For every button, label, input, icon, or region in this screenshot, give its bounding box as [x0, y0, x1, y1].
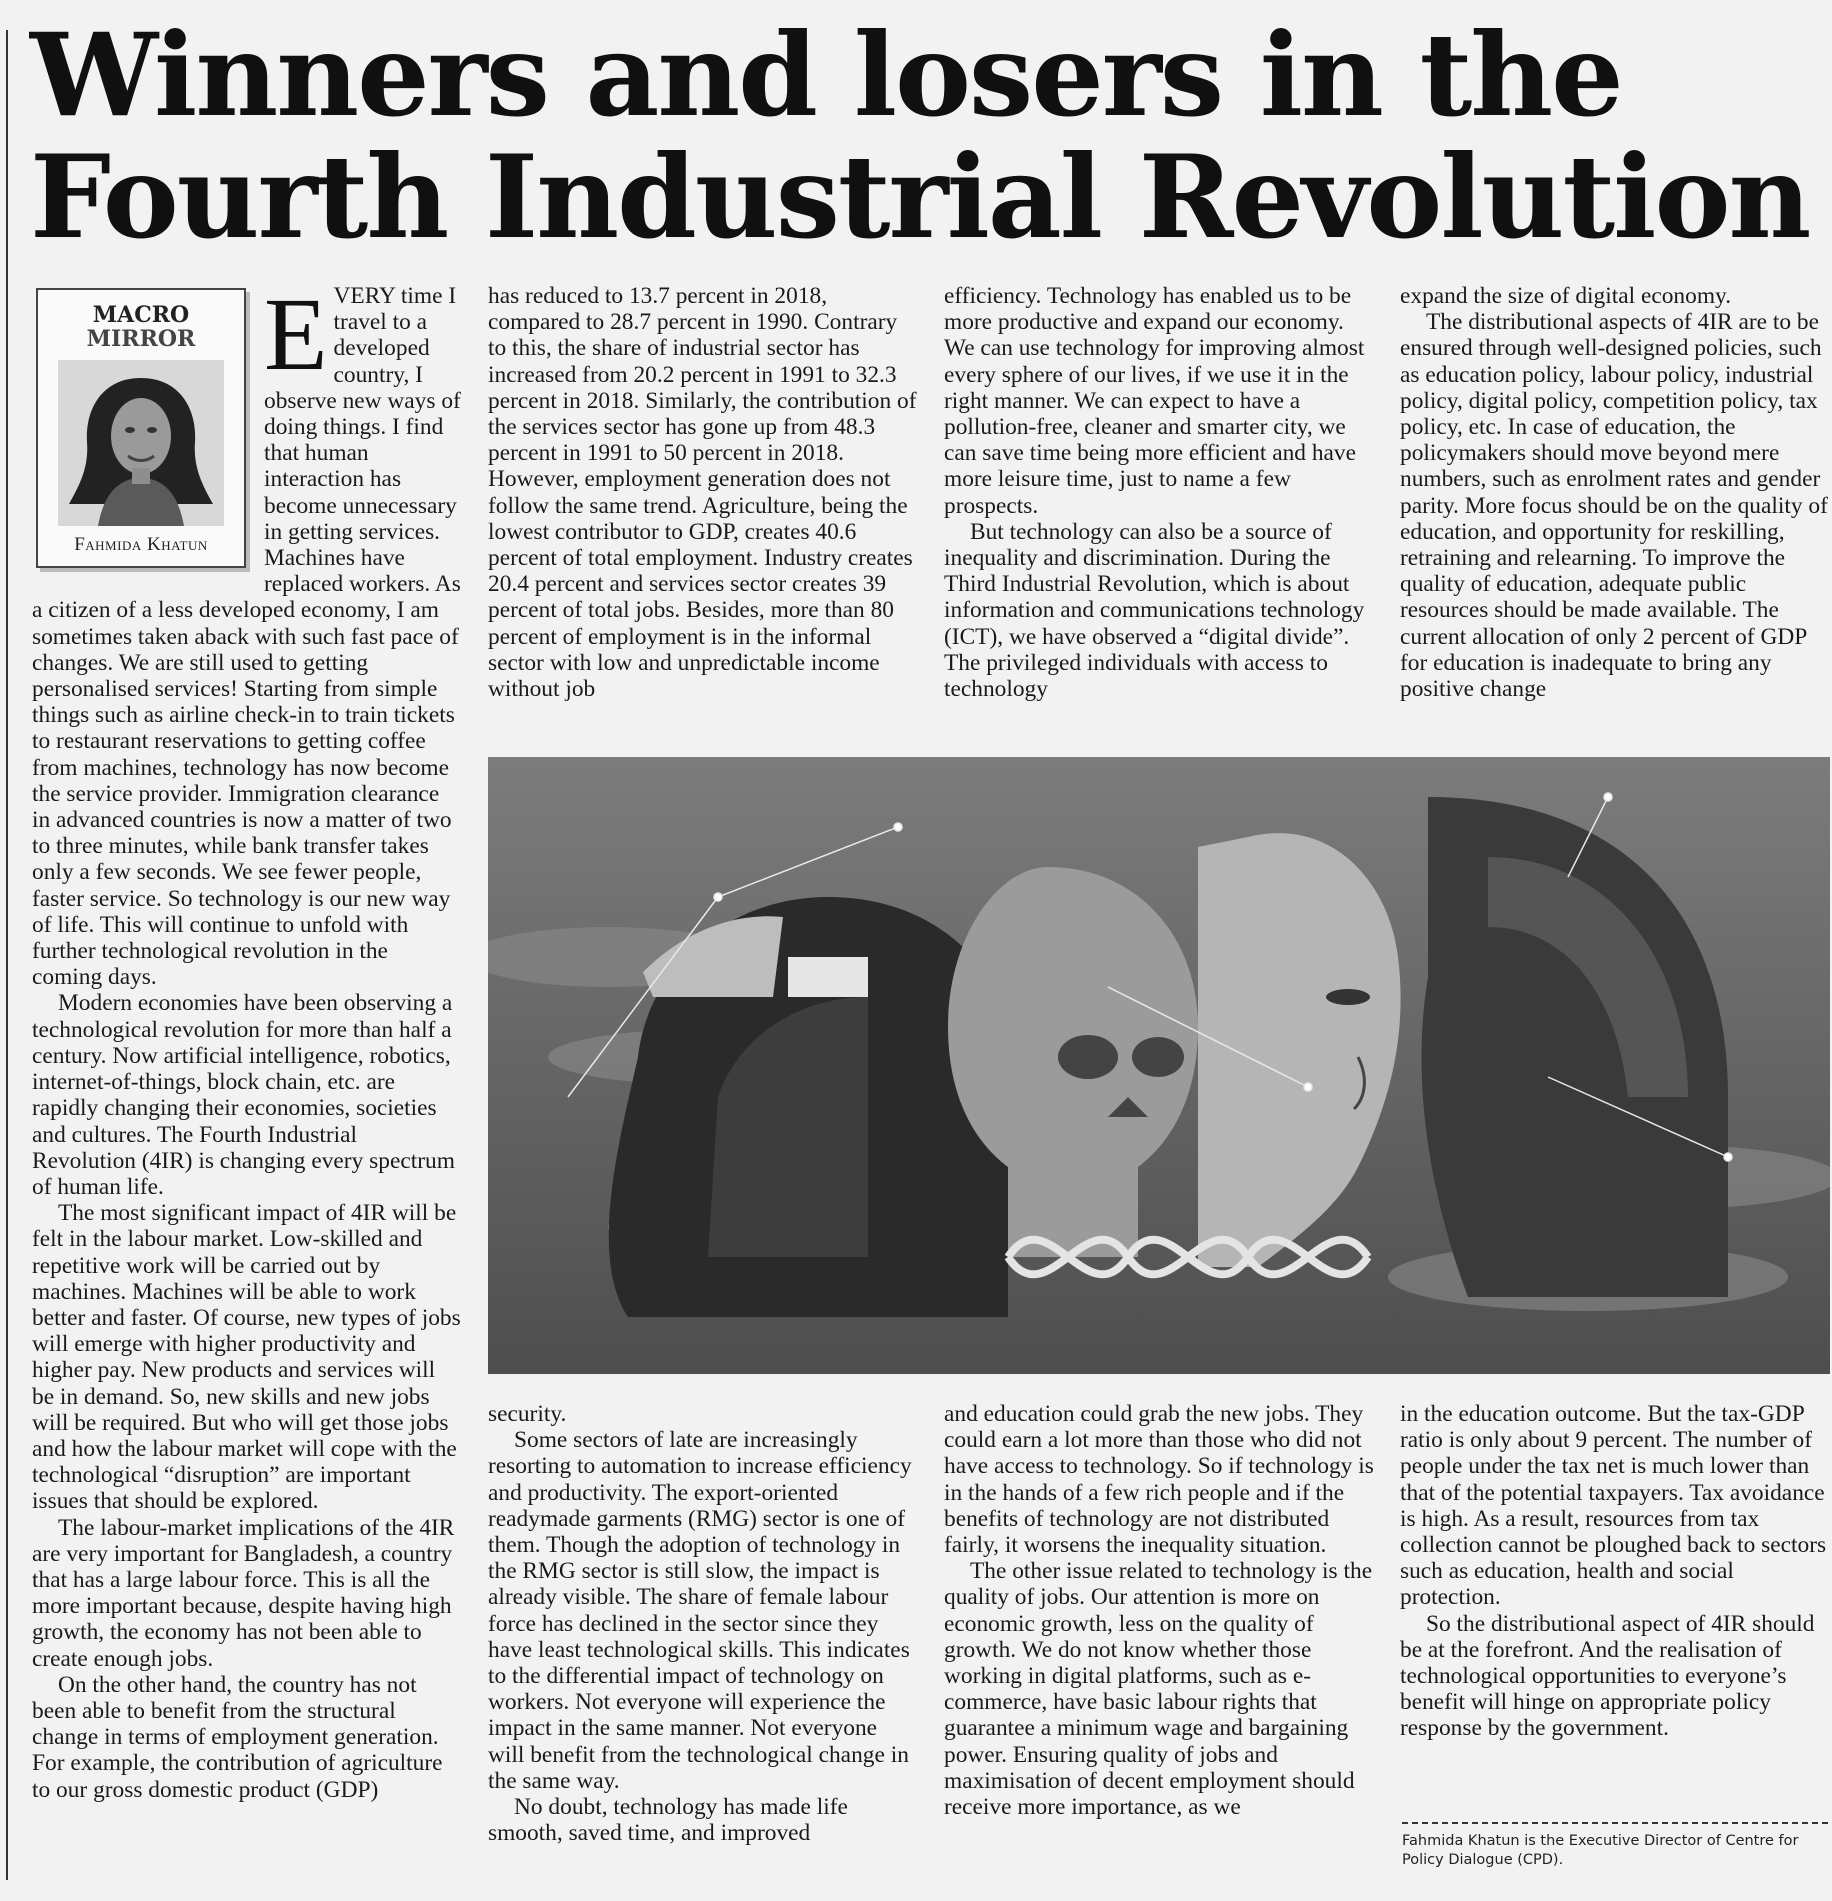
headline: Winners and losers in the Fourth Industrial Revolution [30, 8, 1810, 264]
left-column-rule [6, 30, 8, 1880]
author-footnote: Fahmida Khatun is the Executive Director of Centre for Policy Dialogue (CPD). [1402, 1833, 1799, 1868]
paragraph-2-1: has reduced to 13.7 percent in 2018, compared to 28.7 percent in 1990. Contrary to this, the share of industrial sector has increased from 20.2 percent in 1991 to 32.3 percent in 2018. Similarly, the contribution of the services sector has gone up from 48.3 percent in 1991 to 50 percent in 2018. However, employment generation does not follow the same trend. Agriculture, being the lowest contributor to GDP, creates 40.6 percent of total employment. Industry creates 20.4 percent and services sector creates 39 percent of total jobs. Besides, more than 80 percent of employment is in the informal sector with low and unpredictable income without job [488, 283, 917, 703]
footnote-divider [1402, 1822, 1828, 1824]
paragraph-2-b2: Some sectors of late are increasingly resorting to automation to increase efficiency and productivity. The export-oriented readymade garments (RMG) sector is one of them. Though the adoption of technology in the RMG sector is still slow, the impact is already visible. The share of female labour force has declined in the sector since they have least technological skills. This indicates to the differential impact of technology on workers. Not everyone will experience the impact in the same manner. Not everyone will benefit from the technological change in the same way. [488, 1427, 912, 1794]
paragraph-1-3: The most significant impact of 4IR will be felt in the labour market. Low-skilled and repetitive work will be carried out by machines. Machines will be able to work better and faster. Of course, new types of jobs will emerge with higher productivity and higher pay. New products and services will be in demand. So, new skills and new jobs will be required. But who will get those jobs and how the labour market will cope with the technological “disruption” are important issues that should be explored. [32, 1200, 461, 1515]
article-illustration [488, 757, 1830, 1374]
author-name: Fahmida Khatun [74, 534, 208, 555]
text-column-4-bottom [1400, 1401, 1828, 1742]
paragraph-text: VERY time I travel to a developed country, I observe new ways of doing things. I find that human interaction has become unnecessary in getting services. Machines have replaced workers. As a citizen of a less developed economy, I am sometimes taken aback with such fast pace of changes. We are still used to getting personalised services! Starting from simple things such as airline check-in to train tickets to restaurant reservations to getting coffee from machines, technology has now become the service provider. Immigration clearance in advanced countries is now a matter of two to three minutes, while bank transfer takes only a few seconds. We see fewer people, faster service. So technology is our new way of life. This will continue to unfold with further technological revolution in the coming days. [32, 283, 461, 991]
paragraph-4-b2: So the distributional aspect of 4IR should be at the forefront. And the realisation of technological opportunities to everyone’s benefit will hinge on appropriate policy response by the government. [1400, 1610, 1815, 1742]
text-column-3-bottom [944, 1401, 1374, 1820]
paragraph-3-b2: The other issue related to technology is the quality of jobs. Our attention is more on economic growth, less on the quality of growth. We do not know whether those working in digital platforms, such as e-commerce, have basic labour rights that guarantee a minimum wage and bargaining power. Ensuring quality of jobs and maximisation of decent employment should receive more importance, as we [944, 1558, 1373, 1821]
paragraph-2-b3: No doubt, technology has made life smooth, saved time, and improved [488, 1794, 848, 1847]
paragraph-1-2: Modern economies have been observing a technological revolution for more than half a century. Now artificial intelligence, robotics, internet-of-things, block chain, etc. are rapidly changing their economies, societies and cultures. The Fourth Industrial Revolution (4IR) is changing every spectrum of human life. [32, 990, 455, 1200]
paragraph-3-2: But technology can also be a source of inequality and discrimination. During the Third Industrial Revolution, which is about information and communications technology (ICT), we have observed a “digital divide”. The privileged individuals with access to technology [944, 518, 1365, 703]
paragraph-3-1: efficiency. Technology has enabled us to be more productive and expand our economy. We can use technology for improving almost every sphere of our lives, if we use it in the right manner. We can expect to have a pollution-free, cleaner and smarter city, we can save time being more efficient and have more leisure time, just to name a few prospects. [944, 283, 1365, 519]
column-name-line1: MACRO [92, 302, 190, 328]
paragraph-1-4: The labour-market implications of the 4IR are very important for Bangladesh, a country that has a large labour force. This is all the more important because, despite having high growth, the economy has not been able to create enough jobs. [32, 1514, 455, 1672]
paragraph-4-b1: in the education outcome. But the tax-GDP ratio is only about 9 percent. The number of people under the tax net is much lower than that of the potential taxpayers. Tax avoidance is high. As a result, resources from tax collection cannot be ploughed back to sectors such as education, health and social protection. [1400, 1401, 1827, 1611]
column-name-line2: MIRROR [86, 326, 196, 352]
paragraph-4-1: expand the size of digital economy. [1400, 283, 1732, 309]
author-box-spacer [32, 283, 264, 587]
text-column-2-top [488, 283, 918, 702]
dropcap: E [264, 277, 328, 392]
paragraph-3-b1: and education could grab the new jobs. They could earn a lot more than those who did not have access to technology. So if technology is in the hands of a few rich people and if the benefits of technology are not distributed fairly, it worsens the inequality situation. [944, 1401, 1374, 1559]
text-column-2-bottom [488, 1401, 918, 1846]
paragraph-2-b1: security. [488, 1401, 567, 1427]
paragraph-1-1 [32, 277, 462, 991]
paragraph-4-2: The distributional aspects of 4IR are to be ensured through well-designed policies, such as education policy, labour policy, industrial policy, digital policy, competition policy, tax policy, etc. In case of education, the policymakers should move beyond mere numbers, such as enrolment rates and gender parity. More focus should be on the quality of education, and opportunity for reskilling, retraining and relearning. To improve the quality of education, adequate public resources should be made available. The current allocation of only 2 percent of GDP for education is inadequate to bring any positive change [1400, 309, 1828, 703]
text-column-3-top [944, 283, 1374, 702]
text-column-4-top [1400, 283, 1828, 702]
text-column-1 [32, 277, 462, 1803]
paragraph-1-5: On the other hand, the country has not been able to benefit from the structural change in terms of employment generation. For example, the contribution of agriculture to our gross domestic product (GDP) [32, 1671, 443, 1803]
